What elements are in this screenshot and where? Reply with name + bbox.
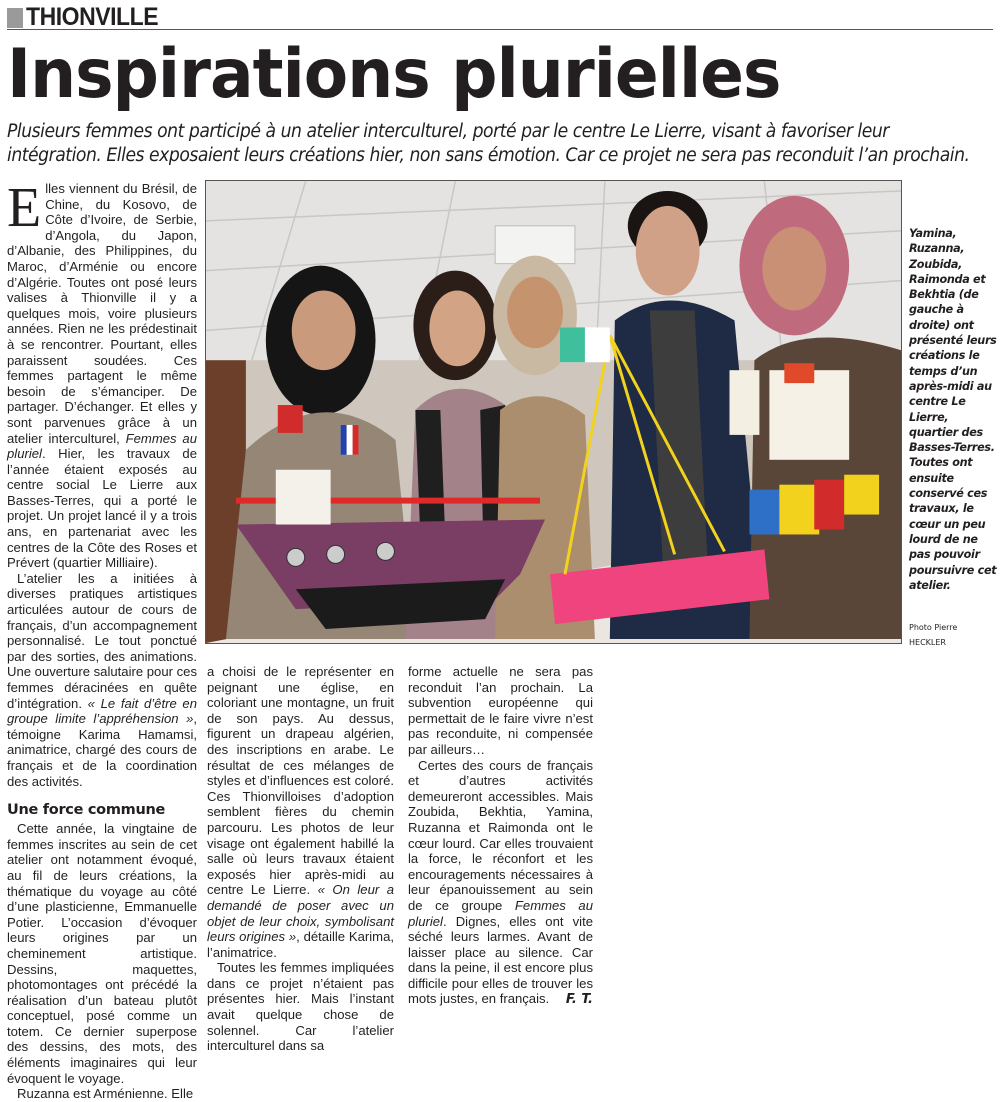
paragraph: a choisi de le représenter en peignant une église, en coloriant une montagne, un fruit de son pays. Au dessus, figurent un drapeau algérien, des inscriptions en arabe. Le résultat de ces mélanges de styles et d’influences est coloré. Ces Thionvilloises d’adoption semblent fières du chemin parcouru. Les photos de leur visage ont également habillé la salle où leurs travaux étaient exposés hier après-midi au centre Le Lierre. « On leur a demandé de poser avec un objet de leur choix, symbolisant leurs origines », détaille Karima, l’animatrice.: [207, 664, 395, 960]
photo-illustration: [206, 181, 901, 643]
photo-credit: [909, 620, 999, 650]
drop-cap: E: [7, 177, 42, 239]
paragraph: Elles viennent du Brésil, de Chine, du Kosovo, de Côte d’Ivoire, de Serbie, d’Angola, du Japon, d’Albanie, des Philippines, du Maroc, d’Arménie ou encore d’Algérie. Toutes ont posé leurs valises à Thionville il y a quelques mois, voire plusieurs années. Rien ne les prédestinait à se rencontrer. Pourtant, elles paraissent soudées. Ces femmes partagent le même besoin de s’émanciper. De partager. D’échanger. Et elles y sont parvenues grâce à un atelier interculturel, Femmes au pluriel. Hier, les travaux de l’année étaient exposés au centre social Le Lierre aux Basses-Terres, qui a porté le projet. Un projet lancé il y a trois ans, en partenariat avec les centres de la Côte des Roses et Prévert (quartier Milliaire).: [7, 177, 197, 571]
section-title: THIONVILLE: [26, 3, 159, 31]
article-photo: [205, 180, 902, 644]
subheading: Une force commune: [7, 802, 166, 819]
lede-line: Plusieurs femmes ont participé à un atelier interculturel, porté par le centre Le Lierre, visant à favoriser leur: [7, 121, 889, 142]
paragraph: forme actuelle ne sera pas reconduit l’an prochain. La subvention européenne qui permettait de le faire vivre n’est pas reconduite, ni compensée par ailleurs…: [408, 664, 593, 757]
article-column-2: [207, 664, 394, 1054]
paragraph: Cette année, la vingtaine de femmes inscrites au sein de cet atelier ont notamment évoqué, au fil de leurs créations, la thématique du voyage au côté d’une plasticienne, Emmanuelle Potier. L’occasion d’évoquer leurs origines par un cheminement artistique. Dessins, maquettes, photomontages ont précédé la réalisation d’un bateau plutôt conceptuel, posé comme un totem. Ce dernier superpose des dessins, des mots, des éléments imaginaires qui leur évoquent le voyage.: [7, 821, 197, 1086]
paragraph: Certes des cours de français et d’autres activités demeureront accessibles. Mais Zoubida, Bekhtia, Yamina, Ruzanna et Raimonda ont le cœur lourd. Car elles trouvaient la force, le réconfort et les encouragements nécessaires à leur épanouissement au sein de ce groupe Femmes au pluriel. Dignes, elles ont vite séché leurs larmes. Avant de laisser place au silence. Car dans la peine, il est encore plus difficile pour elles de trouver les mots justes, en français.: [408, 757, 593, 1007]
paragraph: Toutes les femmes impliquées dans ce projet n’étaient pas présentes hier. Mais l’instant avait quelque chose de solennel. Car l’atelier interculturel dans sa: [207, 960, 394, 1054]
section-marker-icon: [7, 8, 23, 28]
section-header: [7, 3, 993, 30]
article-column-3: [408, 664, 593, 1007]
photo-caption: Yamina, Ruzanna, Zoubida, Raimonda et Bekhtia (de gauche à droite) ont présenté leurs créations le temps d’un après-midi au centre Le Lierre, quartier des Basses-Terres. Toutes ont ensuite conservé ces travaux, le cœur un peu lourd de ne pas pouvoir poursuivre cet atelier.: [909, 227, 997, 592]
photo-credit-line: HECKLER: [909, 638, 946, 647]
paragraph: L’atelier les a initiées à diverses pratiques artistiques articulées autour de cours de français, d’un accompagnement personnalisé. Le tout ponctué par des sorties, des animations. Une ouverture salutaire pour ces femmes déracinées en quête d’intégration. « Le fait d’être en groupe limite l’appréhension », témoigne Karima Hamamsi, animatrice, chargé des cours de français et de la coordination des activités.: [7, 570, 197, 789]
photo-credit-line: Photo Pierre: [909, 623, 958, 632]
lede: [7, 120, 970, 168]
article-column-1: [7, 177, 197, 1102]
paragraph: Ruzanna est Arménienne. Elle: [17, 1086, 194, 1102]
lede-line: intégration. Elles exposaient leurs créations hier, non sans émotion. Car ce projet ne sera pas reconduit l’an prochain.: [7, 145, 970, 166]
headline: Inspirations plurielles: [7, 35, 781, 114]
author-signature: F. T.: [565, 992, 593, 1007]
